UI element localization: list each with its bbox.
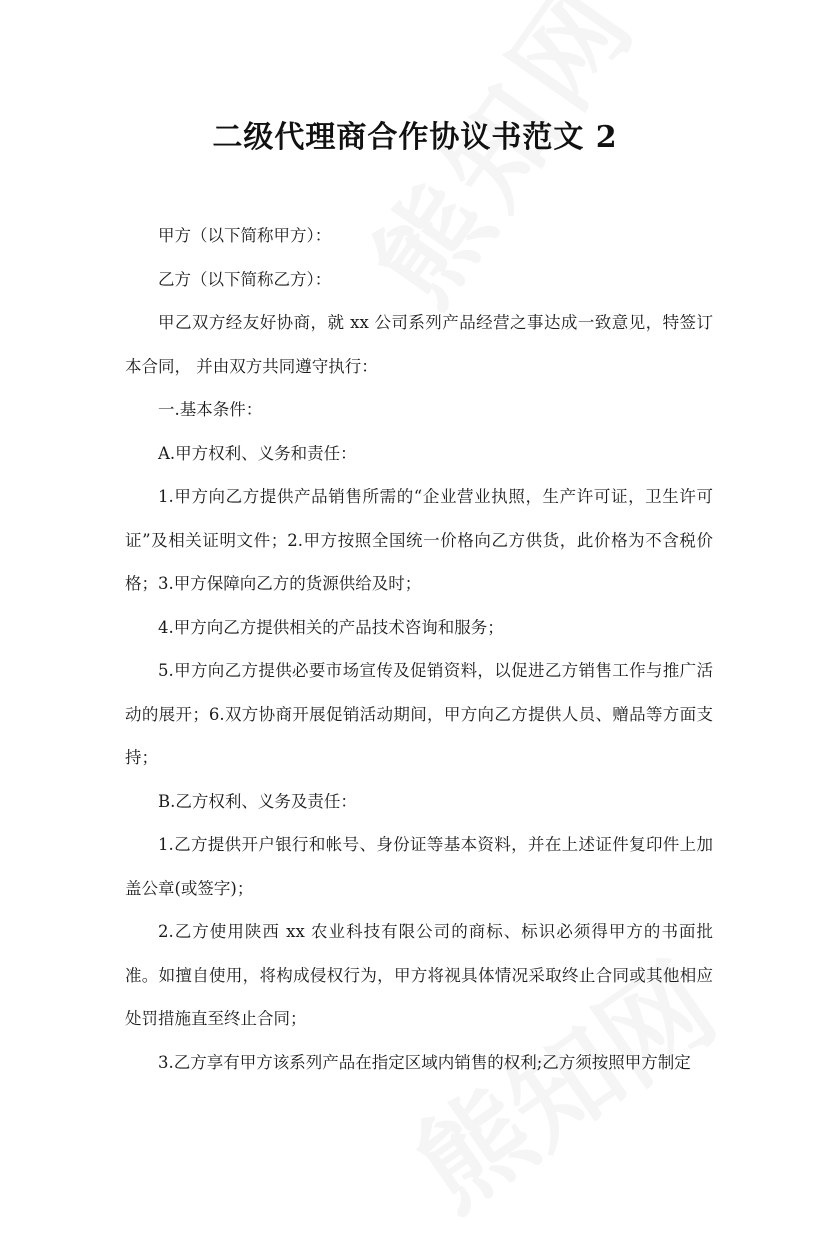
paragraph-party-b: 乙方（以下简称乙方）：: [158, 269, 332, 289]
paragraph-preamble: 甲乙双方经友好协商，就 xx 公司系列产品经营之事达成一致意见，特签订本合同， 并由双方共同遵守执行：: [125, 313, 713, 376]
paragraph-subheading-b: B.乙方权利、义务及责任：: [158, 791, 357, 811]
paragraph-a-clauses-5-6: 5.甲方向乙方提供必要市场宣传及促销资料，以促进乙方销售工作与推广活动的展开；6.双方协商开展促销活动期间，甲方向乙方提供人员、赠品等方面支持；: [125, 661, 713, 767]
document-title: 二级代理商合作协议书范文 2: [212, 120, 618, 155]
paragraph-section-heading: 一.基本条件：: [158, 400, 263, 419]
paragraph-b-clause-1: 1.乙方提供开户银行和帐号、身份证等基本资料，并在上述证件复印件上加盖公章(或签字)；: [125, 835, 713, 898]
paragraph-a-clauses-1-3: 1.甲方向乙方提供产品销售所需的“企业营业执照，生产许可证，卫生许可证”及相关证明文件；2.甲方按照全国统一价格向乙方供货，此价格为不含税价格；3.甲方保障向乙方的货源供给及时；: [125, 487, 713, 593]
paragraph-party-a: 甲方（以下简称甲方）：: [158, 226, 332, 245]
paragraph-subheading-a: A.甲方权利、义务和责任：: [158, 443, 357, 463]
paragraph-b-clause-2: 2.乙方使用陕西 xx 农业科技有限公司的商标、标识必须得甲方的书面批准。如擅自使用，将构成侵权行为，甲方将视具体情况采取终止合同或其他相应处罚措施直至终止合同；: [125, 922, 713, 1028]
paragraph-a-clause-4: 4.甲方向乙方提供相关的产品技术咨询和服务；: [158, 617, 504, 637]
document-body: [125, 214, 713, 1084]
paragraph-b-clause-3: 3.乙方享有甲方该系列产品在指定区域内销售的权利;乙方须按照甲方制定: [158, 1052, 691, 1072]
